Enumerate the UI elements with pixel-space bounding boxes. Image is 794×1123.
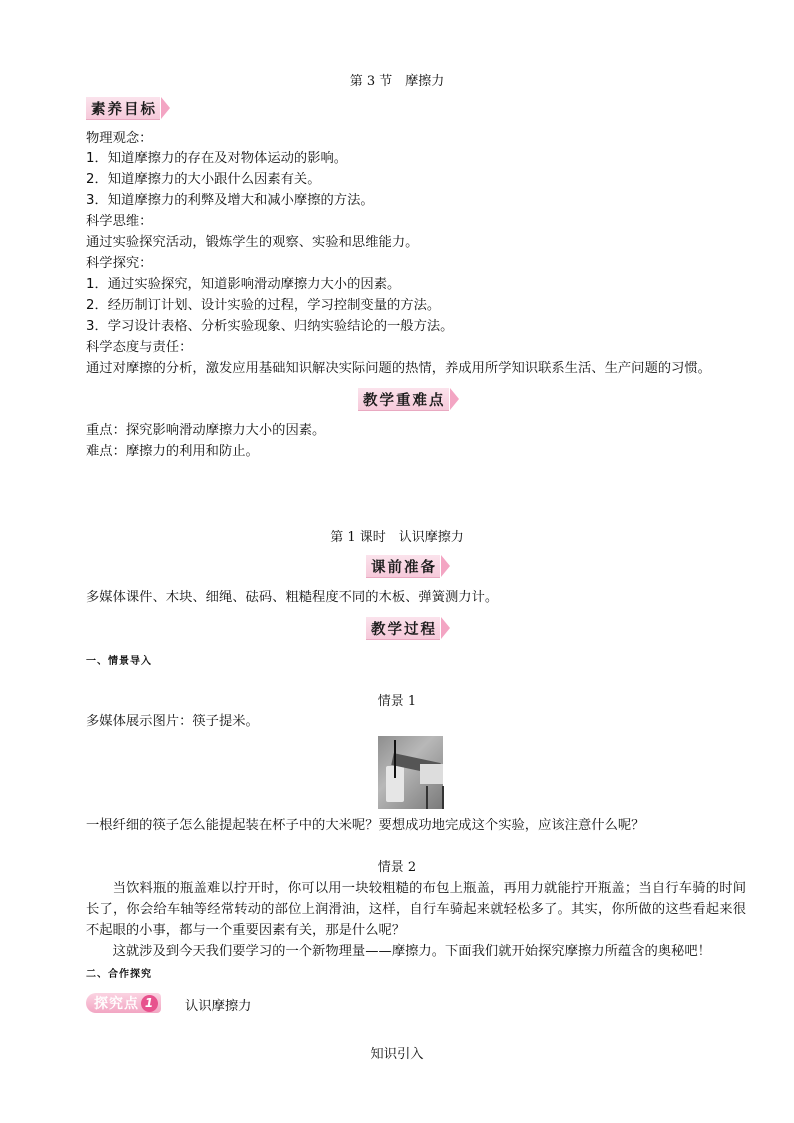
chevron-right-icon [161,97,170,119]
list-item: 3．学习设计表格、分析实验现象、归纳实验结论的一般方法。 [86,319,454,334]
scene2-paragraph-2: 这就涉及到今天我们要学习的一个新物理量——摩擦力。下面我们就开始探究摩擦力所蕴含的奥秘吧！ [112,944,711,959]
list-item: 2．知道摩擦力的大小跟什么因素有关。 [86,172,321,187]
scene1-question: 一根纤细的筷子怎么能提起装在杯子中的大米呢？要想成功地完成这个实验，应该注意什么呢？ [86,818,645,833]
scientific-inquiry-heading: 科学探究： [86,256,153,271]
literacy-goals-badge [86,97,160,120]
attitude-text: 通过对摩擦的分析，激发应用基础知识解决实际问题的热情，养成用所学知识联系生活、生产问题的习惯。 [86,361,711,376]
physics-concepts-heading: 物理观念： [86,131,153,146]
part2-heading: 二、合作探究 [86,969,152,980]
chevron-right-icon [450,388,459,410]
preparation-badge [366,555,440,578]
section-title: 第 3 节 摩擦力 [349,74,445,89]
key-points-badge [358,388,449,411]
badge-label: 课前准备 [371,559,437,576]
explore-point-badge [86,993,161,1013]
list-item: 1．通过实验探究，知道影响滑动摩擦力大小的因素。 [86,277,401,292]
scientific-thinking-text: 通过实验探究活动，锻炼学生的观察、实验和思维能力。 [86,235,419,250]
chopstick-rice-photo [378,736,443,809]
list-item: 3．知道摩擦力的利弊及增大和减小摩擦的方法。 [86,193,374,208]
explore-badge-label: 探究点 [94,996,139,1012]
attitude-heading: 科学态度与责任： [86,340,193,355]
knowledge-intro-title: 知识引入 [370,1047,424,1062]
process-badge [366,617,440,640]
scene2-paragraph-1: 当饮料瓶的瓶盖难以拧开时，你可以用一块较粗糙的布包上瓶盖，再用力就能拧开瓶盖；当自行车骑的时间长了，你会给车轴等经常转动的部位上润滑油，这样，自行车骑起来就轻松多了。其实，你所做的这些看起来很不起眼的小事，都与一个重要因素有关，那是什么呢？ [86,881,746,938]
scene1-title: 情景 1 [377,694,417,709]
explore-number-icon: 1 [141,995,158,1012]
chair-shape [426,786,444,809]
badge-label: 教学重难点 [363,392,446,409]
sleeve-shape [420,764,443,784]
badge-label: 教学过程 [371,621,437,638]
badge-label: 素养目标 [91,101,157,118]
chevron-right-icon [441,555,450,577]
preparation-text: 多媒体课件、木块、细绳、砝码、粗糙程度不同的木板、弹簧测力计。 [86,590,499,605]
list-item: 1．知道摩擦力的存在及对物体运动的影响。 [86,151,348,166]
key-point-text: 重点：探究影响滑动摩擦力大小的因素。 [86,423,326,438]
scene2-title: 情景 2 [377,860,417,875]
scene1-text: 多媒体展示图片：筷子提米。 [86,714,259,729]
explore-point-title: 认识摩擦力 [185,999,252,1014]
lesson-title: 第 1 课时 认识摩擦力 [330,530,464,545]
list-item: 2．经历制订计划、设计实验的过程，学习控制变量的方法。 [86,298,441,313]
scientific-thinking-heading: 科学思维： [86,214,153,229]
chopstick-shape [394,740,396,778]
chevron-right-icon [441,617,450,639]
part1-heading: 一、情景导入 [86,656,152,667]
difficult-point-text: 难点：摩擦力的利用和防止。 [86,444,259,459]
